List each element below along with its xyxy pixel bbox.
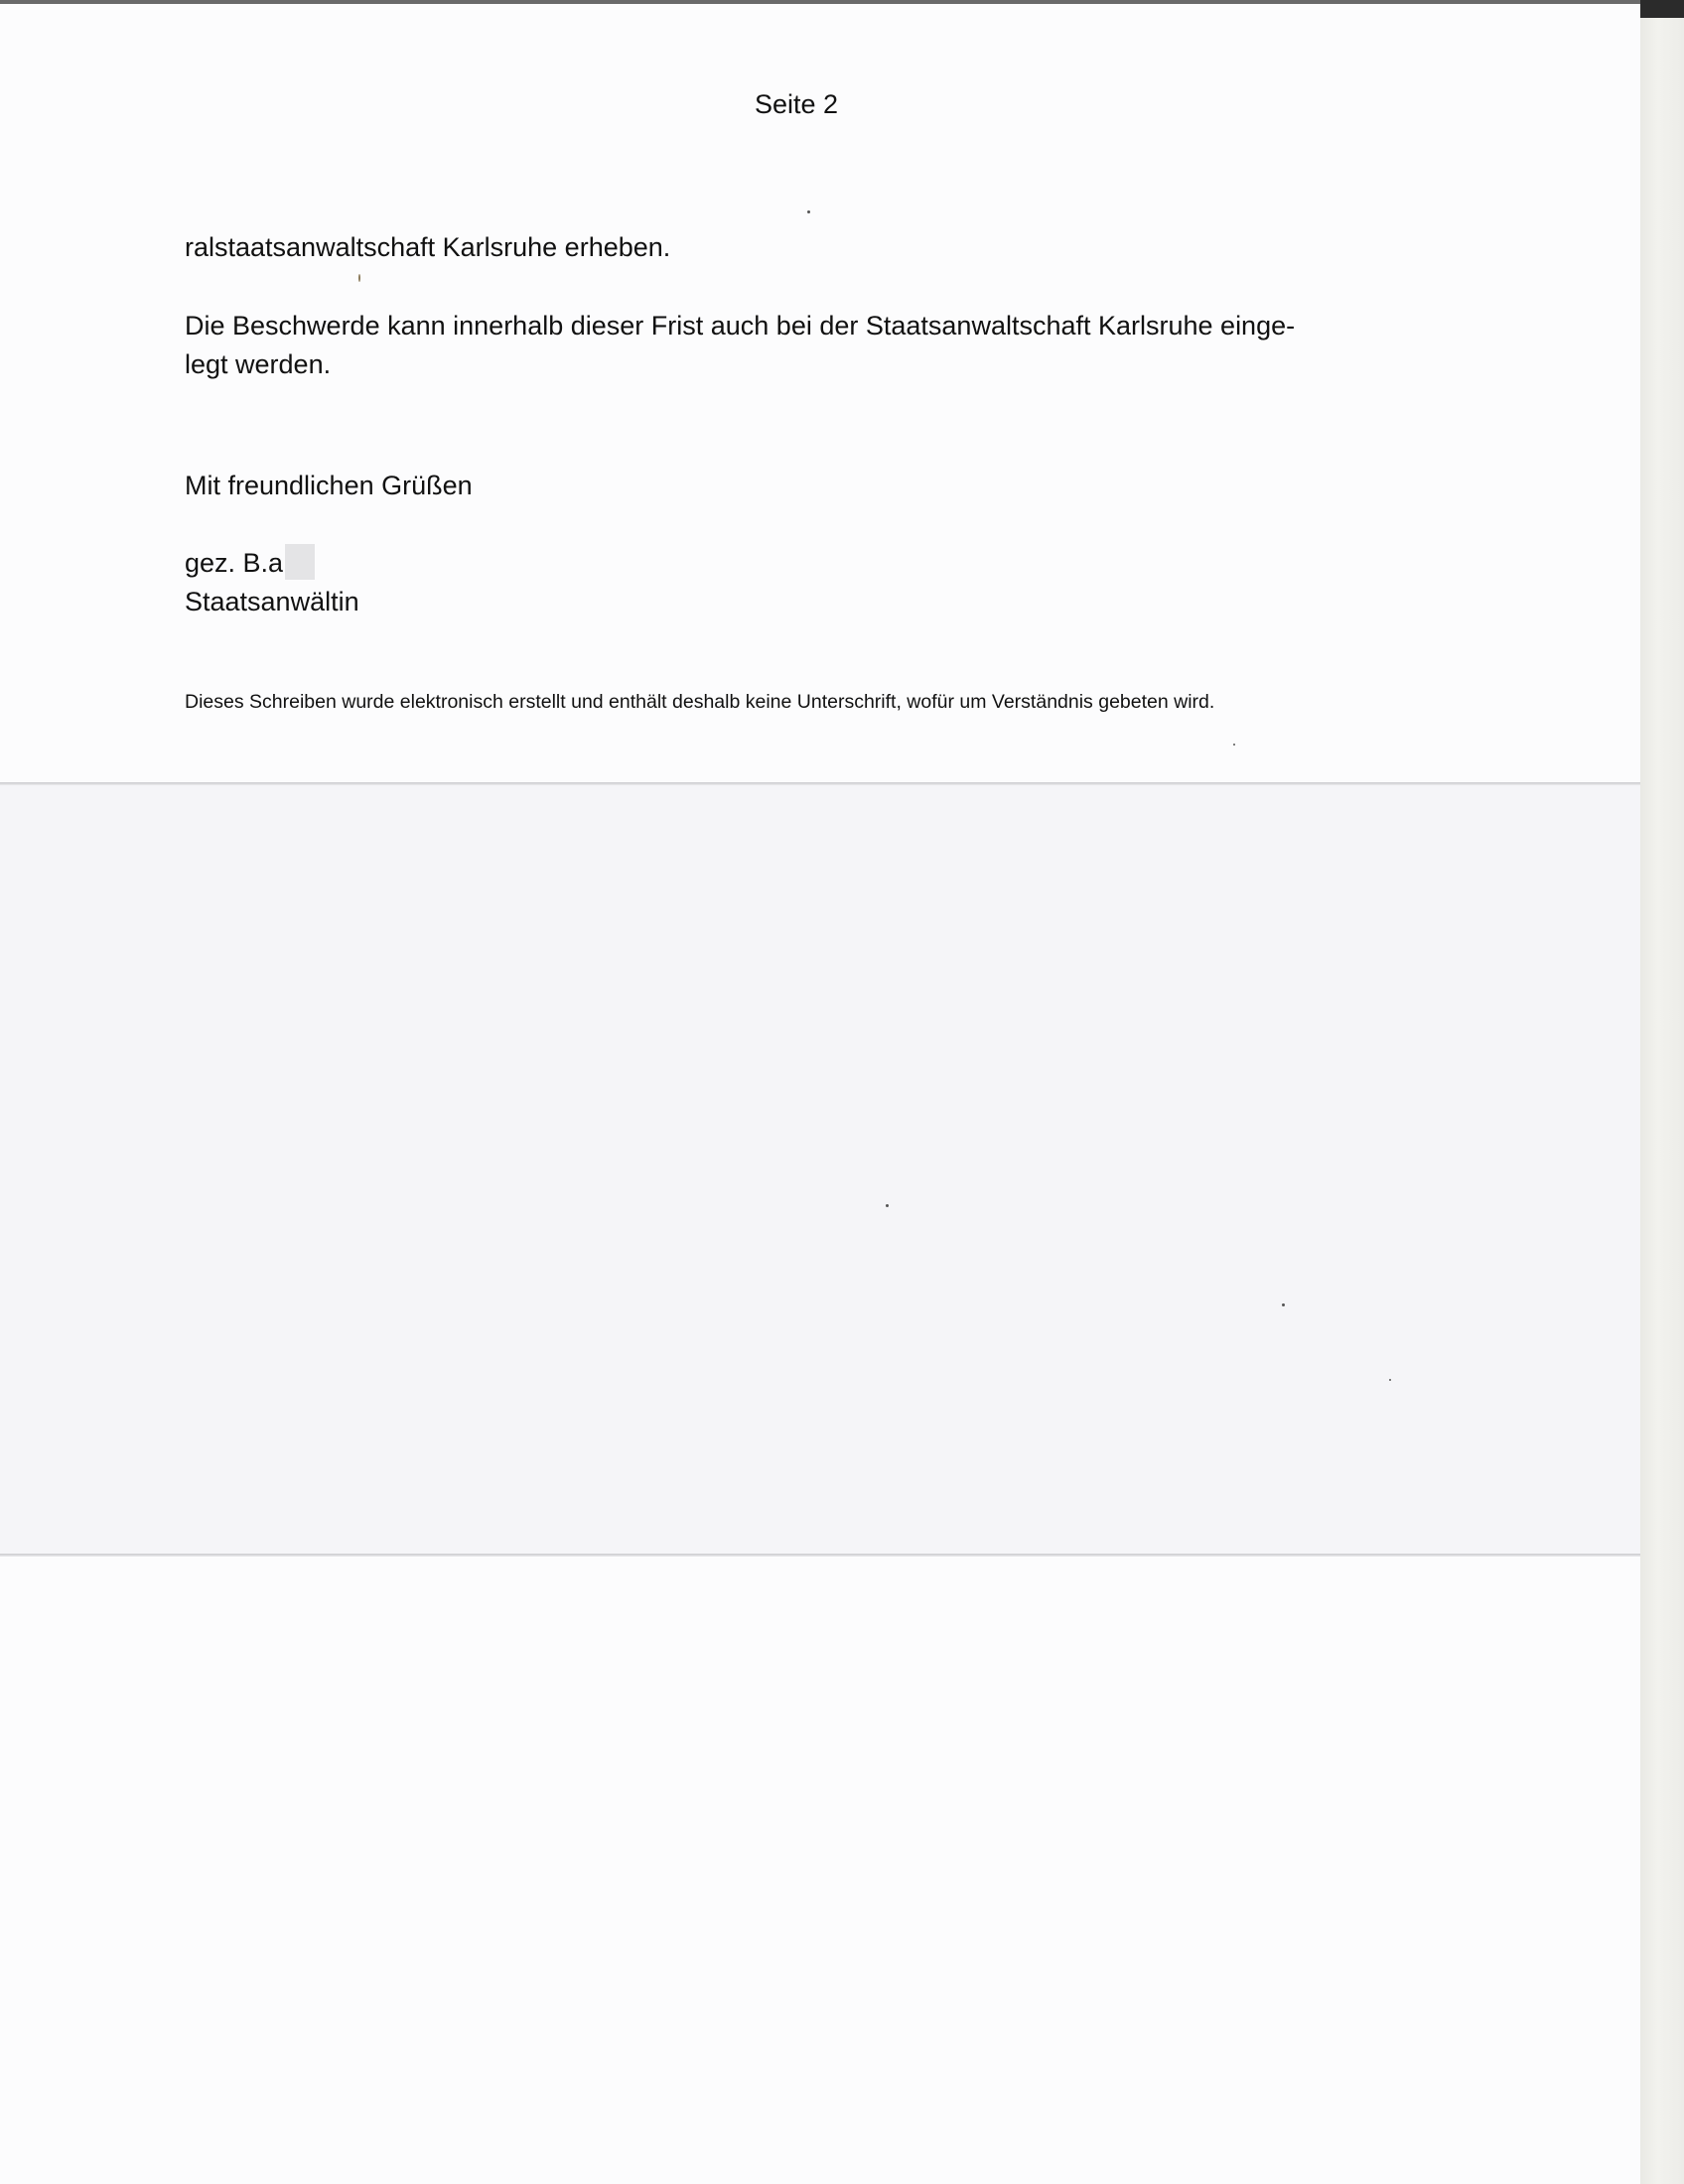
body-line-complaint: Die Beschwerde kann innerhalb dieser Frist auch bei der Staatsanwaltschaft Karlsruhe einge- [185, 311, 1296, 341]
fold-line-lower [0, 1554, 1640, 1557]
fold-panel-shading [0, 785, 1640, 1554]
body-line-continuation: ralstaatsanwaltschaft Karlsruhe erheben. [185, 232, 671, 262]
page-number: Seite 2 [755, 89, 839, 119]
scan-speck [807, 210, 810, 213]
scan-speck [1233, 744, 1235, 746]
closing-greeting: Mit freundlichen Grüßen [185, 471, 473, 500]
scan-speck [358, 274, 360, 282]
electronic-signature-note: Dieses Schreiben wurde elektronisch erstellt und enthält deshalb keine Unterschrift, wofür um Verständnis gebeten wird. [185, 691, 1215, 713]
body-line-complaint-end: legt werden. [185, 349, 332, 379]
signature-name: gez. B.a [185, 548, 284, 578]
signature-title: Staatsanwältin [185, 587, 359, 616]
scan-speck [886, 1204, 889, 1207]
redaction-box [285, 544, 315, 580]
fold-line-upper [0, 782, 1640, 785]
signature-line [185, 544, 315, 583]
scan-top-edge [0, 0, 1640, 4]
scan-border-right [1640, 0, 1684, 2184]
scan-speck [1282, 1303, 1285, 1306]
scan-speck [1389, 1379, 1391, 1381]
